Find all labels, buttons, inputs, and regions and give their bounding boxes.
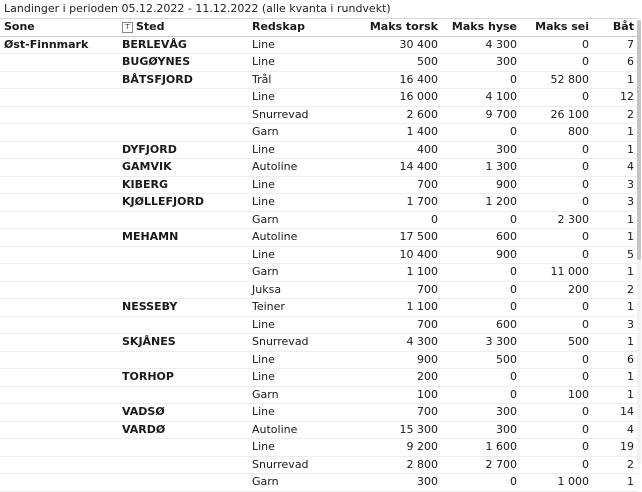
cell-maks-torsk: 300 <box>417 475 438 488</box>
cell-maks-torsk: 4 300 <box>406 335 438 348</box>
cell-maks-torsk: 1 100 <box>406 265 438 278</box>
cell-maks-sei: 0 <box>582 370 589 383</box>
cell-maks-hyse: 3 300 <box>485 335 517 348</box>
cell-sted: VADSØ <box>122 405 165 418</box>
cell-sted <box>118 124 248 142</box>
cell-maks-hyse: 0 <box>510 282 517 296</box>
cell-sted <box>118 474 248 492</box>
cell-maks-torsk: 400 <box>417 142 438 156</box>
cell-redskap: Garn <box>252 387 279 401</box>
cell-maks-sei: 2 300 <box>557 212 589 226</box>
table-row[interactable] <box>0 89 638 107</box>
cell-maks-hyse: 4 300 <box>485 37 517 51</box>
column-header-maks-torsk[interactable]: Maks torsk <box>360 19 442 37</box>
cell-bat: 1 <box>627 125 634 138</box>
cell-redskap: Juksa <box>252 282 282 296</box>
cell-bat: 1 <box>627 387 634 401</box>
cell-redskap: Garn <box>252 475 279 488</box>
cell-redskap: Snurrevad <box>252 107 309 121</box>
table-row[interactable] <box>0 439 638 457</box>
table-row[interactable] <box>0 351 638 369</box>
table-row[interactable] <box>0 54 638 72</box>
cell-maks-torsk: 15 300 <box>399 422 438 436</box>
cell-bat: 5 <box>627 247 634 261</box>
cell-sone <box>0 351 118 369</box>
cell-redskap: Autoline <box>252 160 298 173</box>
cell-sone <box>0 264 118 282</box>
column-header-bat[interactable]: Båt <box>593 19 638 37</box>
cell-sted: BÅTSFJORD <box>122 72 193 86</box>
cell-maks-hyse: 600 <box>496 317 517 331</box>
cell-bat: 1 <box>627 212 634 226</box>
cell-maks-torsk: 14 400 <box>399 160 438 173</box>
cell-redskap: Line <box>252 142 275 156</box>
cell-maks-sei: 100 <box>568 387 589 401</box>
cell-bat: 3 <box>627 317 634 331</box>
cell-maks-sei: 500 <box>568 335 589 348</box>
table-row[interactable] <box>0 281 638 299</box>
cell-sone <box>0 334 118 352</box>
cell-maks-hyse: 0 <box>510 370 517 383</box>
cell-sone <box>0 141 118 159</box>
cell-maks-hyse: 1 300 <box>485 160 517 173</box>
cell-sone <box>0 421 118 439</box>
cell-maks-hyse: 0 <box>510 387 517 401</box>
cell-maks-hyse: 500 <box>496 352 517 366</box>
cell-redskap: Line <box>252 370 275 383</box>
cell-bat: 19 <box>620 440 634 453</box>
cell-sone: Øst-Finnmark <box>4 37 89 51</box>
cell-sted <box>118 89 248 107</box>
cell-maks-torsk: 30 400 <box>399 37 438 51</box>
cell-redskap: Line <box>252 440 275 453</box>
cell-sted: MEHAMN <box>122 230 179 243</box>
cell-sone <box>0 439 118 457</box>
cell-maks-torsk: 2 600 <box>406 107 438 121</box>
cell-sted <box>118 246 248 264</box>
cell-maks-hyse: 900 <box>496 247 517 261</box>
cell-bat: 12 <box>620 90 634 103</box>
header-row <box>0 19 638 37</box>
cell-maks-torsk: 16 400 <box>399 72 438 86</box>
cell-bat: 1 <box>627 475 634 488</box>
cell-sone <box>0 159 118 177</box>
cell-sone <box>0 229 118 247</box>
cell-bat: 2 <box>627 457 634 471</box>
cell-maks-sei: 200 <box>568 282 589 296</box>
cell-bat: 6 <box>627 55 634 68</box>
table-row[interactable] <box>0 159 638 177</box>
cell-maks-hyse: 900 <box>496 177 517 191</box>
column-header-sted-label: Sted <box>136 20 165 33</box>
cell-sted <box>118 316 248 334</box>
cell-redskap: Line <box>252 352 275 366</box>
cell-sted <box>118 264 248 282</box>
cell-maks-hyse: 0 <box>510 212 517 226</box>
cell-redskap: Snurrevad <box>252 335 309 348</box>
cell-bat: 1 <box>627 265 634 278</box>
cell-maks-torsk: 1 100 <box>406 300 438 313</box>
cell-sone <box>0 106 118 124</box>
cell-redskap: Teiner <box>252 300 285 313</box>
cell-maks-sei: 0 <box>582 55 589 68</box>
scrollbar-thumb[interactable] <box>637 20 641 260</box>
cell-bat: 4 <box>627 160 634 173</box>
cell-bat: 1 <box>627 72 634 86</box>
table-row[interactable] <box>0 421 638 439</box>
table-row[interactable] <box>0 474 638 492</box>
cell-sted: VARDØ <box>122 422 166 436</box>
cell-sone <box>0 299 118 317</box>
cell-maks-sei: 26 100 <box>550 107 589 121</box>
table-body <box>0 36 638 491</box>
cell-sted: BUGØYNES <box>122 55 191 68</box>
cell-maks-sei: 0 <box>582 160 589 173</box>
table-row[interactable] <box>0 176 638 194</box>
cell-sted <box>118 386 248 404</box>
cell-redskap: Trål <box>252 72 272 86</box>
cell-sted <box>118 439 248 457</box>
cell-sted: KJØLLEFJORD <box>122 195 205 208</box>
cell-maks-sei: 0 <box>582 405 589 418</box>
cell-sone <box>0 194 118 212</box>
table-row[interactable] <box>0 404 638 422</box>
cell-bat: 2 <box>627 107 634 121</box>
vertical-scrollbar[interactable] <box>637 20 641 464</box>
table-row[interactable] <box>0 36 638 54</box>
cell-bat: 6 <box>627 352 634 366</box>
cell-sted: NESSEBY <box>122 300 178 313</box>
cell-bat: 1 <box>627 335 634 348</box>
cell-maks-hyse: 300 <box>496 55 517 68</box>
cell-redskap: Line <box>252 195 275 208</box>
cell-sone <box>0 54 118 72</box>
table-row[interactable] <box>0 456 638 474</box>
cell-sone <box>0 316 118 334</box>
table-row[interactable] <box>0 246 638 264</box>
cell-maks-hyse: 0 <box>510 300 517 313</box>
column-header-sone[interactable]: Sone <box>0 19 118 37</box>
cell-maks-torsk: 9 200 <box>406 440 438 453</box>
table-row[interactable] <box>0 386 638 404</box>
cell-maks-torsk: 2 800 <box>406 457 438 471</box>
cell-maks-torsk: 1 400 <box>406 125 438 138</box>
cell-redskap: Autoline <box>252 422 298 436</box>
cell-sone <box>0 246 118 264</box>
cell-maks-sei: 0 <box>582 422 589 436</box>
cell-sted: SKJÅNES <box>122 335 176 348</box>
cell-bat: 14 <box>620 405 634 418</box>
cell-redskap: Line <box>252 247 275 261</box>
landings-table <box>0 18 638 492</box>
cell-maks-sei: 0 <box>582 37 589 51</box>
cell-maks-sei: 0 <box>582 142 589 156</box>
cell-sone <box>0 124 118 142</box>
cell-bat: 3 <box>627 177 634 191</box>
table-row[interactable] <box>0 194 638 212</box>
cell-sone <box>0 71 118 89</box>
cell-maks-sei: 800 <box>568 125 589 138</box>
cell-maks-sei: 0 <box>582 90 589 103</box>
cell-sted <box>118 281 248 299</box>
cell-maks-hyse: 9 700 <box>485 107 517 121</box>
cell-sone <box>0 474 118 492</box>
cell-bat: 7 <box>627 37 634 51</box>
cell-maks-sei: 0 <box>582 440 589 453</box>
column-header-maks-hyse[interactable]: Maks hyse <box>442 19 521 37</box>
cell-bat: 2 <box>627 282 634 296</box>
cell-maks-torsk: 1 700 <box>406 195 438 208</box>
cell-sone <box>0 456 118 474</box>
cell-maks-hyse: 300 <box>496 142 517 156</box>
cell-maks-sei: 0 <box>582 457 589 471</box>
cell-bat: 1 <box>627 142 634 156</box>
table-row[interactable] <box>0 369 638 387</box>
cell-maks-hyse: 4 100 <box>485 90 517 103</box>
cell-redskap: Line <box>252 317 275 331</box>
cell-maks-hyse: 1 200 <box>485 195 517 208</box>
cell-maks-hyse: 0 <box>510 125 517 138</box>
table-row[interactable] <box>0 141 638 159</box>
table-row[interactable] <box>0 124 638 142</box>
cell-maks-hyse: 300 <box>496 422 517 436</box>
table-row[interactable] <box>0 264 638 282</box>
cell-bat: 3 <box>627 195 634 208</box>
cell-maks-hyse: 1 600 <box>485 440 517 453</box>
cell-maks-hyse: 0 <box>510 475 517 488</box>
cell-maks-torsk: 700 <box>417 282 438 296</box>
cell-sted: BERLEVÅG <box>122 37 187 51</box>
cell-maks-torsk: 10 400 <box>399 247 438 261</box>
table-row[interactable] <box>0 316 638 334</box>
table-row[interactable] <box>0 334 638 352</box>
cell-redskap: Snurrevad <box>252 457 309 471</box>
cell-bat: 4 <box>627 422 634 436</box>
cell-maks-hyse: 2 700 <box>485 457 517 471</box>
cell-sone <box>0 89 118 107</box>
table-row[interactable] <box>0 229 638 247</box>
table-row[interactable] <box>0 299 638 317</box>
cell-bat: 1 <box>627 370 634 383</box>
cell-redskap: Garn <box>252 212 279 226</box>
cell-redskap: Line <box>252 405 275 418</box>
cell-maks-hyse: 0 <box>510 265 517 278</box>
column-header-redskap[interactable]: Redskap <box>248 19 360 37</box>
cell-redskap: Garn <box>252 265 279 278</box>
cell-sted: TORHOP <box>122 370 174 383</box>
cell-sted <box>118 351 248 369</box>
cell-redskap: Line <box>252 177 275 191</box>
cell-maks-torsk: 700 <box>417 405 438 418</box>
cell-sted <box>118 106 248 124</box>
cell-maks-hyse: 0 <box>510 72 517 86</box>
cell-sted: DYFJORD <box>122 142 177 156</box>
cell-sone <box>0 176 118 194</box>
cell-maks-hyse: 300 <box>496 405 517 418</box>
cell-maks-sei: 0 <box>582 317 589 331</box>
cell-bat: 1 <box>627 300 634 313</box>
cell-bat: 1 <box>627 230 634 243</box>
cell-maks-torsk: 900 <box>417 352 438 366</box>
cell-redskap: Line <box>252 37 275 51</box>
cell-maks-sei: 52 800 <box>550 72 589 86</box>
cell-maks-torsk: 16 000 <box>399 90 438 103</box>
cell-sone <box>0 369 118 387</box>
cell-sone <box>0 404 118 422</box>
cell-sted: GAMVIK <box>122 160 172 173</box>
cell-sone <box>0 281 118 299</box>
cell-maks-torsk: 500 <box>417 55 438 68</box>
table-row[interactable] <box>0 106 638 124</box>
cell-sted: KIBERG <box>122 177 169 191</box>
column-header-maks-sei[interactable]: Maks sei <box>521 19 593 37</box>
cell-redskap: Line <box>252 90 275 103</box>
cell-maks-sei: 11 000 <box>550 265 589 278</box>
cell-redskap: Garn <box>252 125 279 138</box>
cell-maks-sei: 0 <box>582 195 589 208</box>
table-row[interactable] <box>0 211 638 229</box>
cell-maks-torsk: 100 <box>417 387 438 401</box>
cell-redskap: Autoline <box>252 230 298 243</box>
cell-maks-torsk: 700 <box>417 317 438 331</box>
report-title: Landinger i perioden 05.12.2022 - 11.12.2022 (alle kvanta i rundvekt) <box>4 2 391 15</box>
table-row[interactable] <box>0 71 638 89</box>
cell-maks-torsk: 17 500 <box>399 230 438 243</box>
cell-maks-torsk: 0 <box>431 212 438 226</box>
cell-maks-sei: 0 <box>582 177 589 191</box>
cell-sone <box>0 211 118 229</box>
filter-icon[interactable]: T <box>122 22 133 33</box>
cell-redskap: Line <box>252 55 275 68</box>
cell-maks-torsk: 700 <box>417 177 438 191</box>
cell-maks-sei: 0 <box>582 247 589 261</box>
cell-maks-sei: 0 <box>582 352 589 366</box>
cell-sted <box>118 211 248 229</box>
cell-sted <box>118 456 248 474</box>
column-header-sted[interactable] <box>118 19 248 37</box>
cell-maks-torsk: 200 <box>417 370 438 383</box>
cell-maks-sei: 0 <box>582 230 589 243</box>
cell-sone <box>0 386 118 404</box>
cell-maks-sei: 0 <box>582 300 589 313</box>
cell-maks-sei: 1 000 <box>557 475 589 488</box>
cell-maks-hyse: 600 <box>496 230 517 243</box>
